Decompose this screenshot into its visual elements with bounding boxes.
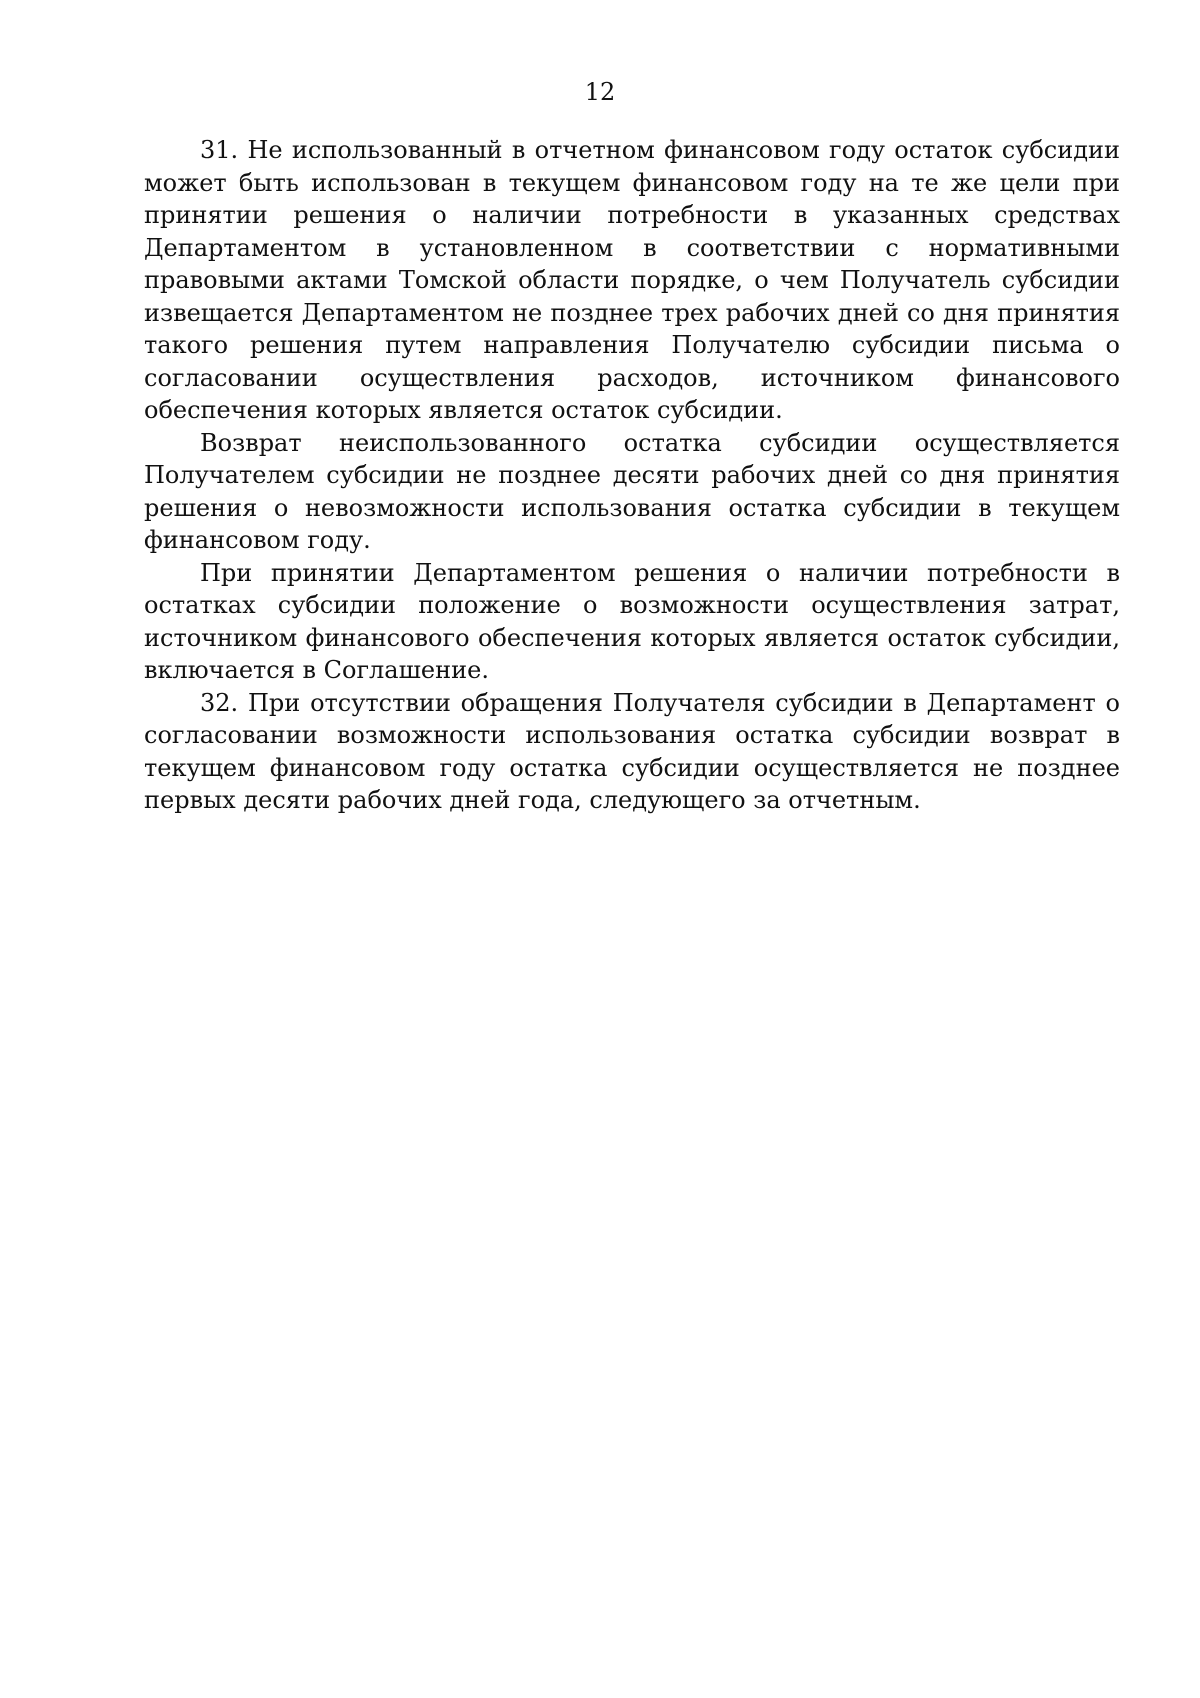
page-number: 12 <box>584 78 616 106</box>
paragraph-agreement-provision: При принятии Департаментом решения о наличии потребности в остатках субсидии положение о возможности осуществления затрат, источником финансового обеспечения которых является остаток субсидии, включается в Соглашение. <box>144 558 1120 684</box>
paragraph-refund-unused-balance: Возврат неиспользованного остатка субсидии осуществляется Получателем субсидии не позднее десяти рабочих дней со дня принятия решения о невозможности использования остатка субсидии в текущем финансовом году. <box>144 428 1120 554</box>
paragraph-32: 32. При отсутствии обращения Получателя субсидии в Департамент о согласовании возможности использования остатка субсидии возврат в текущем финансовом году остатка субсидии осуществляется не позднее первых десяти рабочих дней года, следующего за отчетным. <box>144 688 1120 814</box>
paragraph-31: 31. Не использованный в отчетном финансовом году остаток субсидии может быть использован в текущем финансовом году на те же цели при принятии решения о наличии потребности в указанных средствах Департаментом в установленном в соответствии с нормативными правовыми актами Томской области порядке, о чем Получатель субсидии извещается Департаментом не позднее трех рабочих дней со дня принятия такого решения путем направления Получателю субсидии письма о согласовании осуществления расходов, источником финансового обеспечения которых является остаток субсидии. <box>144 136 1120 424</box>
document-body <box>144 134 1120 817</box>
